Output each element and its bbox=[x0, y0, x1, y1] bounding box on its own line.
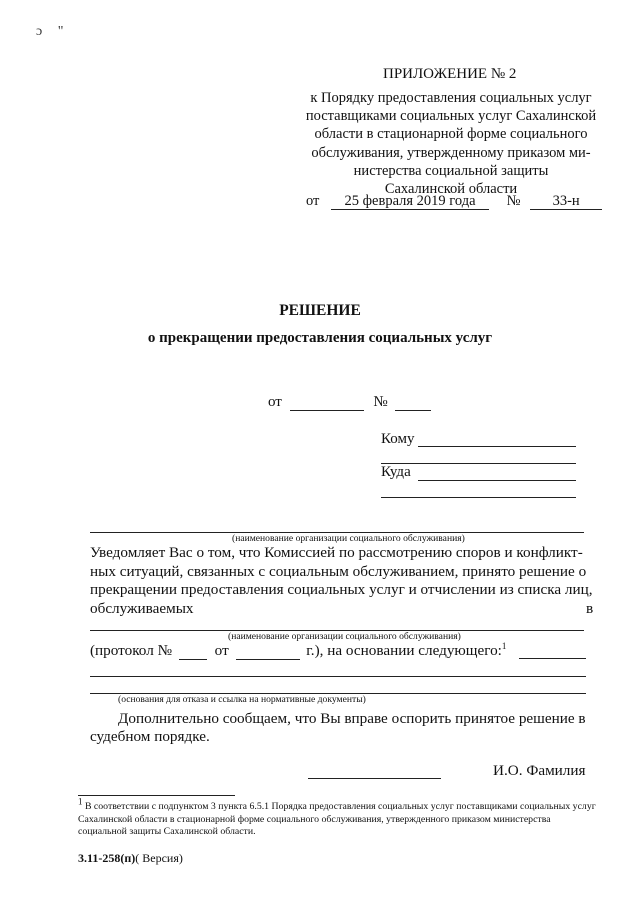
appendix-line: Сахалинской области bbox=[384, 181, 518, 198]
scan-mark: ɔ " bbox=[36, 24, 70, 39]
footnote-reference: 1 bbox=[501, 640, 507, 651]
grounds-line-1 bbox=[90, 676, 586, 677]
grounds-line-0 bbox=[519, 658, 586, 659]
address-line-1 bbox=[418, 480, 576, 481]
footnote-number: 1 bbox=[78, 796, 83, 807]
appendix-line: области в стационарной форме социального bbox=[314, 126, 588, 143]
approval-date-number bbox=[306, 193, 606, 213]
footnote-text bbox=[78, 796, 598, 839]
footnote-separator bbox=[78, 795, 235, 796]
document-subtitle: о прекращении предоставления социальных услуг bbox=[147, 330, 493, 346]
protocol-from-label: от bbox=[214, 642, 229, 659]
appendix-description bbox=[300, 89, 602, 198]
grounds-caption: (основания для отказа и ссылка на нормативные документы) bbox=[118, 694, 366, 705]
appendix-line: поставщиками социальных услуг Сахалинской bbox=[305, 108, 597, 125]
decision-number-field bbox=[395, 394, 431, 411]
address-label: Куда bbox=[381, 464, 411, 480]
protocol-number-field bbox=[179, 643, 207, 660]
protocol-line bbox=[90, 642, 506, 661]
appendix-title: ПРИЛОЖЕНИЕ № 2 bbox=[383, 66, 517, 82]
decision-date-label: от bbox=[268, 394, 282, 410]
protocol-grounds-text: г.), на основании следующего: bbox=[306, 642, 502, 659]
document-code-number: 3.11-258(п) bbox=[78, 851, 136, 865]
notification-paragraph bbox=[90, 544, 595, 618]
notification-tail: в bbox=[586, 600, 594, 617]
approval-date-prefix: от bbox=[306, 193, 320, 209]
protocol-prefix: (протокол № bbox=[90, 642, 173, 659]
document-title: РЕШЕНИЕ bbox=[279, 302, 361, 319]
signature-line bbox=[308, 778, 441, 779]
approval-number-prefix: № bbox=[506, 193, 521, 209]
additional-info-line-2: судебном порядке. bbox=[90, 728, 210, 745]
protocol-date-field bbox=[236, 643, 300, 660]
org-name-caption-1: (наименование организации социального обслуживания) bbox=[232, 533, 465, 544]
appendix-line: к Порядку предоставления социальных услуг bbox=[310, 90, 592, 106]
recipient-line-1 bbox=[418, 446, 576, 447]
document-code bbox=[78, 851, 183, 866]
decision-date-field bbox=[290, 394, 364, 411]
notification-line: ных ситуаций, связанных с социальным обслуживанием, принято решение о bbox=[90, 562, 587, 580]
notification-line: Уведомляет Вас о том, что Комиссией по рассмотрению споров и конфликт- bbox=[90, 544, 583, 561]
recipient-label: Кому bbox=[381, 431, 415, 447]
org-name-caption-2: (наименование организации социального обслуживания) bbox=[228, 631, 461, 642]
footnote-body: В соответствии с подпунктом 3 пункта 6.5.1 Порядка предоставления социальных услуг поставщиками социальных услуг Сахалинской области в стационарной форме социального обслуживания, утвержденного приказом министерства социальной защиты Сахалинской области. bbox=[78, 801, 596, 838]
additional-info-line-1: Дополнительно сообщаем, что Вы вправе оспорить принятое решение в bbox=[118, 710, 586, 727]
notification-line: обслуживаемых bbox=[90, 599, 194, 617]
decision-number-label: № bbox=[373, 394, 388, 410]
address-line-2 bbox=[381, 497, 576, 498]
signatory-name: И.О. Фамилия bbox=[493, 762, 586, 779]
appendix-line: обслуживания, утвержденному приказом ми- bbox=[311, 144, 591, 161]
decision-date-number bbox=[268, 394, 431, 411]
appendix-line: нистерства социальной защиты bbox=[353, 162, 549, 179]
approval-number-value: 33-н bbox=[530, 193, 602, 210]
approval-date-value: 25 февраля 2019 года bbox=[331, 193, 489, 210]
document-version: ( Версия) bbox=[135, 851, 183, 865]
notification-line: прекращении предоставления социальных услуг и отчислении из списка лиц, bbox=[90, 581, 593, 599]
